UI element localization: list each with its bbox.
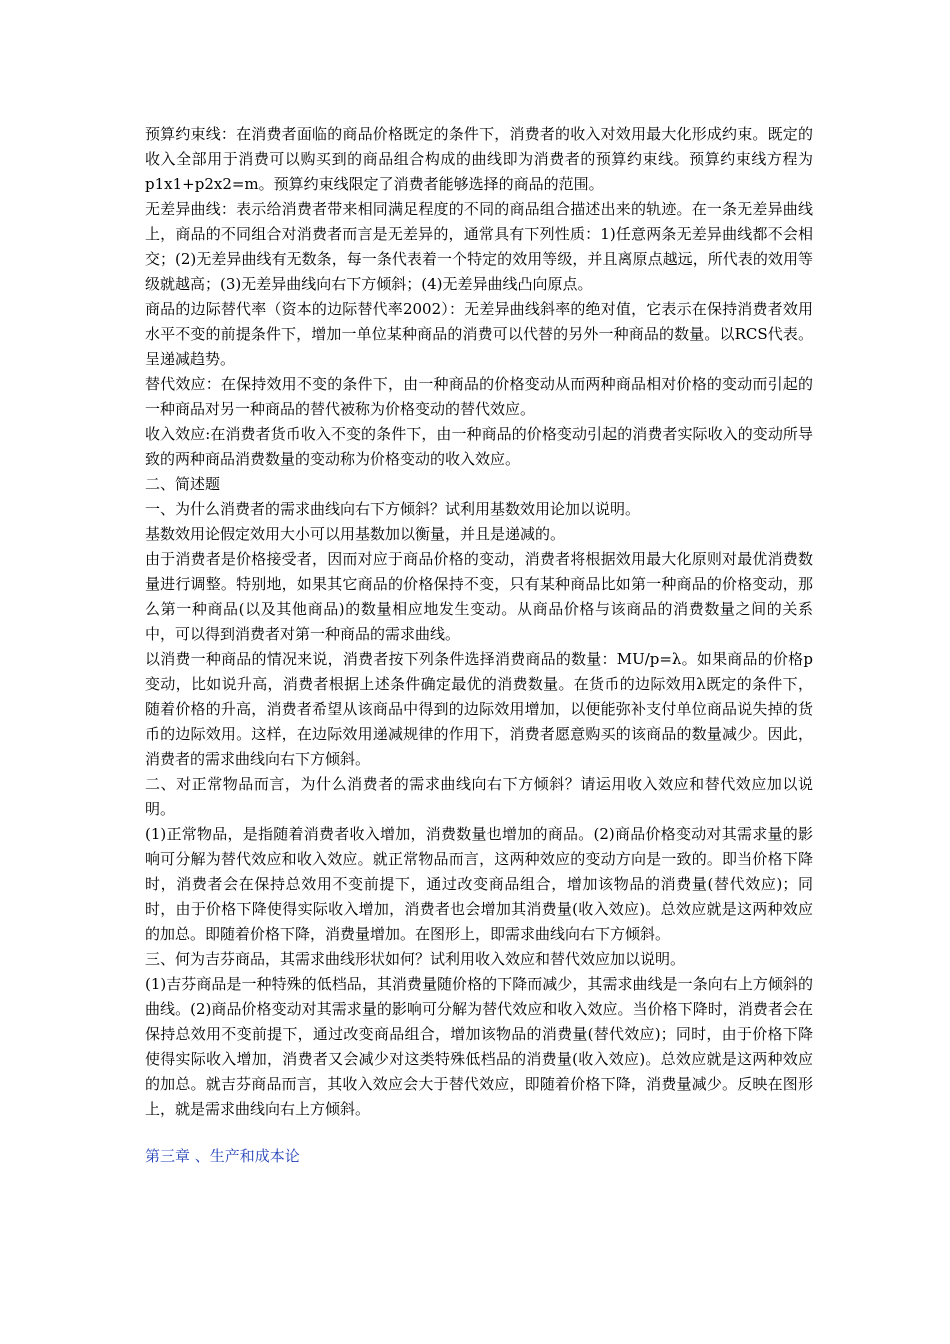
definition-income-effect: 收入效应:在消费者货币收入不变的条件下，由一种商品的价格变动引起的消费者实际收入的变动所导致的两种商品消费数量的变动称为价格变动的收入效应。 bbox=[145, 425, 813, 468]
answer-1-part-2: 以消费一种商品的情况来说，消费者按下列条件选择消费商品的数量：MU/p=λ。如果商品的价格p变动，比如说升高，消费者根据上述条件确定最优的消费数量。在货币的边际效用λ既定的条件下，随着价格的升高，消费者希望从该商品中得到的边际效用增加，以便能弥补支付单位商品说失掉的货币的边际效用。这样，在边际效用递减规律的作用下，消费者愿意购买的该商品的数量减少。因此，消费者的需求曲线向右下方倾斜。 bbox=[145, 650, 813, 768]
chapter-heading: 第三章 、生产和成本论 bbox=[145, 1147, 300, 1165]
definition-budget-constraint: 预算约束线：在消费者面临的商品价格既定的条件下，消费者的收入对效用最大化形成约束。既定的收入全部用于消费可以购买到的商品组合构成的曲线即为消费者的预算约束线。预算约束线方程为p1x1+p2x2=m。预算约束线限定了消费者能够选择的商品的范围。 bbox=[145, 125, 813, 193]
definition-marginal-rate-of-substitution: 商品的边际替代率（资本的边际替代率2002）：无差异曲线斜率的绝对值，它表示在保持消费者效用水平不变的前提条件下，增加一单位某种商品的消费可以代替的另外一种商品的数量。以RCS代表。呈递减趋势。 bbox=[145, 300, 813, 368]
answer-1-part-1: 由于消费者是价格接受者，因而对应于商品价格的变动，消费者将根据效用最大化原则对最优消费数量进行调整。特别地，如果其它商品的价格保持不变，只有某种商品比如第一种商品的价格变动，那么第一种商品(以及其他商品)的数量相应地发生变动。从商品价格与该商品的消费数量之间的关系中，可以得到消费者对第一种商品的需求曲线。 bbox=[145, 550, 813, 643]
section-heading-short-answer: 二、简述题 bbox=[145, 475, 221, 493]
document-body bbox=[145, 122, 813, 1169]
question-1: 一、为什么消费者的需求曲线向右下方倾斜？试利用基数效用论加以说明。 bbox=[145, 500, 641, 518]
question-3: 三、何为吉芬商品，其需求曲线形状如何？试利用收入效应和替代效应加以说明。 bbox=[145, 950, 686, 968]
definition-substitution-effect: 替代效应：在保持效用不变的条件下，由一种商品的价格变动从而两种商品相对价格的变动而引起的一种商品对另一种商品的替代被称为价格变动的替代效应。 bbox=[145, 375, 813, 418]
answer-2: (1)正常物品，是指随着消费者收入增加，消费数量也增加的商品。(2)商品价格变动对其需求量的影响可分解为替代效应和收入效应。就正常物品而言，这两种效应的变动方向是一致的。即当价格下降时，消费者会在保持总效用不变前提下，通过改变商品组合，增加该物品的消费量(替代效应)；同时，由于价格下降使得实际收入增加，消费者也会增加其消费量(收入效应)。总效应就是这两种效应的加总。即随着价格下降，消费量增加。在图形上，即需求曲线向右下方倾斜。 bbox=[145, 825, 813, 943]
question-2: 二、对正常物品而言，为什么消费者的需求曲线向右下方倾斜？请运用收入效应和替代效应加以说明。 bbox=[145, 775, 813, 818]
answer-1-intro: 基数效用论假定效用大小可以用基数加以衡量，并且是递减的。 bbox=[145, 525, 566, 543]
answer-3: (1)吉芬商品是一种特殊的低档品，其消费量随价格的下降而减少，其需求曲线是一条向右上方倾斜的曲线。(2)商品价格变动对其需求量的影响可分解为替代效应和收入效应。当价格下降时，消费者会在保持总效用不变前提下，通过改变商品组合，增加该物品的消费量(替代效应)；同时，由于价格下降使得实际收入增加，消费者又会减少对这类特殊低档品的消费量(收入效应)。总效应就是这两种效应的加总。就吉芬商品而言，其收入效应会大于替代效应，即随着价格下降，消费量减少。反映在图形上，就是需求曲线向右上方倾斜。 bbox=[145, 975, 813, 1118]
definition-indifference-curve: 无差异曲线：表示给消费者带来相同满足程度的不同的商品组合描述出来的轨迹。在一条无差异曲线上，商品的不同组合对消费者而言是无差异的，通常具有下列性质：1)任意两条无差异曲线都不会相交；(2)无差异曲线有无数条，每一条代表着一个特定的效用等级，并且离原点越远，所代表的效用等级就越高；(3)无差异曲线向右下方倾斜；(4)无差异曲线凸向原点。 bbox=[145, 200, 813, 293]
spacer bbox=[145, 1122, 813, 1144]
